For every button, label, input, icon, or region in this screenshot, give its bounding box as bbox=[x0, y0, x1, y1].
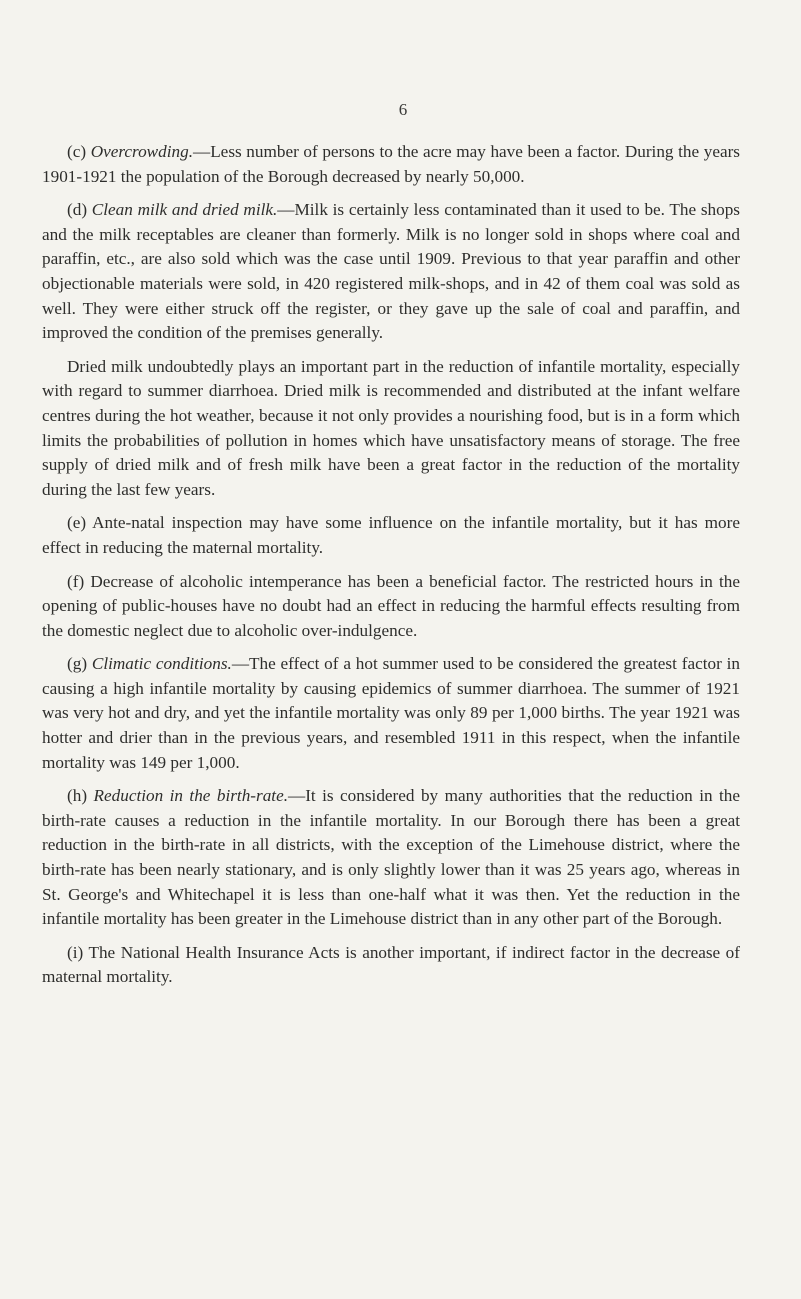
paragraph-heading: Reduction in the birth-rate. bbox=[93, 786, 289, 806]
paragraph-heading: Clean milk and dried milk. bbox=[91, 200, 278, 220]
paragraph-text: —It is considered by many authorities that the reduction in the birth-rate causes a reduction in the infantile mortality. In our Borough there has been a great reduction in the birth-rate in all districts, with the exception of the Limehouse district, where the birth-rate has been nearly stationary, and is only slightly lower than it was 25 years ago, whereas in St. George's and Whitechapel it is less than one-half what it was then. Yet the reduction in the infantile mortality has been greater in the Limehouse district than in any other part of the Borough. bbox=[42, 786, 741, 929]
paragraph-label: (i) bbox=[67, 942, 84, 962]
paragraph-clean-milk bbox=[42, 198, 740, 346]
paragraph-climatic-conditions bbox=[42, 652, 740, 775]
paragraph-label: (g) bbox=[67, 654, 88, 674]
paragraph-birth-rate bbox=[42, 784, 740, 932]
paragraph-heading: Climatic conditions. bbox=[91, 654, 232, 674]
paragraph-text: —Milk is certainly less contaminated than it used to be. The shops and the milk receptables are cleaner than formerly. Milk is no longer sold in shops where coal and paraffin, etc., are also sold which was the case until 1909. Previous to that year paraffin and other objectionable materials were sold, in 420 registered milk-shops, and in 42 of them coal was sold as well. They were either struck off the register, or they gave up the sale of coal and paraffin, and improved the condition of the premises generally. bbox=[42, 200, 740, 343]
paragraph-text: —Less number of persons to the acre may have been a factor. During the years 1901-1921 the population of the Borough decreased by nearly 50,000. bbox=[42, 142, 740, 186]
paragraph-text: Decrease of alcoholic intemperance has been a beneficial factor. The restricted hours in the opening of public-houses have no doubt had an effect in reducing the harmful effects resulting from the domestic neglect due to alcoholic over-indulgence. bbox=[42, 571, 740, 640]
paragraph-label: (d) bbox=[67, 200, 88, 220]
body-text bbox=[42, 140, 740, 999]
paragraph-label: (c) bbox=[67, 142, 87, 161]
paragraph-ante-natal bbox=[42, 511, 740, 560]
page-number: 6 bbox=[398, 100, 408, 119]
paragraph-overcrowding bbox=[42, 140, 740, 189]
paragraph-text: —The effect of a hot summer used to be considered the greatest factor in causing a high infantile mortality by causing epidemics of summer diarrhoea. The summer of 1921 was very hot and dry, and yet the infantile mortality was only 89 per 1,000 births. The year 1921 was hotter and drier than in the previous years, and resembled 1911 in this respect, when the infantile mortality was 149 per 1,000. bbox=[42, 654, 740, 772]
paragraph-label: (f) bbox=[67, 571, 85, 591]
paragraph-dried-milk bbox=[42, 355, 740, 503]
paragraph-alcoholic-intemperance bbox=[42, 570, 740, 644]
paragraph-label: (h) bbox=[67, 786, 88, 806]
paragraph-text: The National Health Insurance Acts is another important, if indirect factor in the decrease of maternal mortality. bbox=[42, 942, 740, 987]
paragraph-insurance-acts bbox=[42, 941, 740, 990]
paragraph-heading: Overcrowding. bbox=[90, 142, 193, 161]
paragraph-text: Dried milk undoubtedly plays an important part in the reduction of infantile mortality, especially with regard to summer diarrhoea. Dried milk is recommended and distributed at the infant welfare centres during the hot weather, because it not only provides a nourishing food, but is in a form which limits the probabilities of pollution in homes which have unsatisfactory means of storage. The free supply of dried milk and of fresh milk have been a great factor in the reduction of the mortality during the last few years. bbox=[42, 356, 740, 499]
paragraph-text: Ante-natal inspection may have some influence on the infantile mortality, but it has more effect in reducing the maternal mortality. bbox=[42, 513, 740, 557]
paragraph-label: (e) bbox=[67, 513, 87, 533]
